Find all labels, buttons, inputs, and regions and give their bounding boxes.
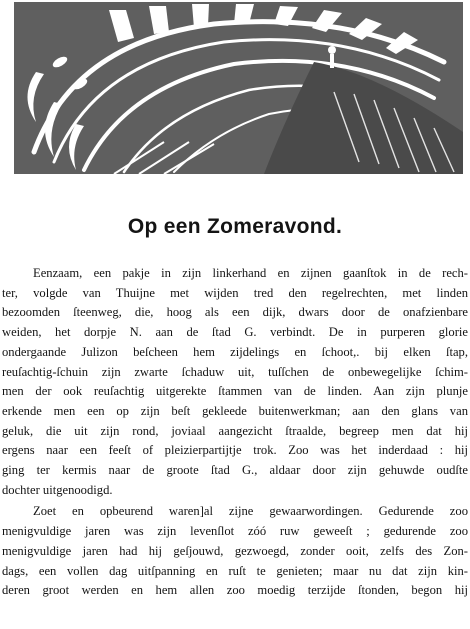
page-title: Op een Zomeravond. xyxy=(127,215,343,238)
text-line: menigvuldige jaren had hij geſjouwd, gezwoegd, zonder ooit, zelfs des Zon- xyxy=(2,543,468,558)
text-line: dochter uitgenoodigd. xyxy=(2,482,113,497)
text-line: ter, volgde van Thuijne met wijden tred den regelrechten, met linden xyxy=(2,285,468,300)
text-line: ondergaande Julizon beſcheen hem zijdelings en ſchoot,. bij elken ſtap, xyxy=(2,344,468,359)
text-line: ergens naar een feeſt of pleizierpartijtje trok. Zoo was het inderdaad : hij xyxy=(2,443,468,458)
text-line: dags, een vollen dag uitſpanning en ruſt te genieten; maar nu dat zijn kin- xyxy=(2,563,468,578)
text-line: reuſachtig-ſchuin zijn zwarte ſchaduw uit, tuſſchen de onbewegelijke ſchim- xyxy=(2,364,468,379)
text-line: erkende men een op zijn beſt gekleede buitenwerkman; aan den glans van xyxy=(2,403,468,418)
paragraph-2 xyxy=(2,502,468,601)
text-line: Zoet en opbeurend waren]al zijne gewaarwordingen. Gedurende zoo xyxy=(33,504,468,519)
paragraph-1 xyxy=(2,264,468,500)
text-line: menigvuldige jaren was zijn levenſlot zóó ruw geweeſt ; gedurende zoo xyxy=(2,524,468,539)
text-line: Eenzaam, een pakje in zijn linkerhand en zijnen gaanſtok in de rech- xyxy=(33,266,468,280)
body-text xyxy=(2,264,468,601)
text-line: geluk, die uit zijn rond, joviaal aangezicht ſtraalde, begreep men dat hij xyxy=(2,423,468,438)
text-line: bezoomden ſteenweg, die, hoog als een dijk, dwars door de onafzienbare xyxy=(2,305,468,320)
text-line: deren groot werden en hem allen zoo moedig terzijde ſtonden, begon hij xyxy=(2,583,468,598)
woodcut-illustration-icon xyxy=(14,2,463,174)
text-line: weiden, het dorpje N. aan de ſtad G. verbindt. De in purperen glorie xyxy=(2,325,468,340)
text-line: men der ook reuſachtig uitgerekte ſtammen van de linden. Aan zijn plunje xyxy=(2,384,468,399)
text-line: ging ter kermis naar de groote ſtad G., aldaar door zijn gehuwde oudſte xyxy=(2,463,468,478)
